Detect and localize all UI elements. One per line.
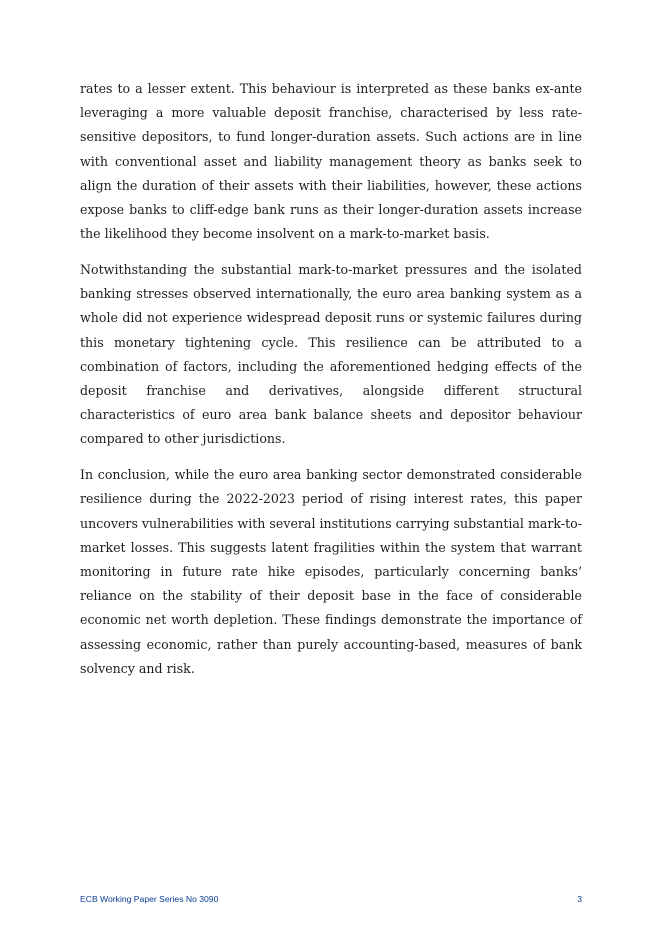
body-text <box>80 77 582 693</box>
footer-series-label: ECB Working Paper Series No 3090 <box>80 894 219 904</box>
paragraph-1: rates to a lesser extent. This behaviour is interpreted as these banks ex-ante leveraging a more valuable deposit franchise, characterised by less rate-sensitive depositors, to fund longer-duration assets. Such actions are in line with conventional asset and liability management theory as banks seek to align the duration of their assets with their liabilities, however, these actions expose banks to cliff-edge bank runs as their longer-duration assets increase the likelihood they become insolvent on a mark-to-market basis. <box>80 81 582 242</box>
page-footer <box>80 894 582 908</box>
page-number: 3 <box>577 894 582 904</box>
paragraph-2: Notwithstanding the substantial mark-to-market pressures and the isolated banking stresses observed internationally, the euro area banking system as a whole did not experience widespread deposit runs or systemic failures during this monetary tightening cycle. This resilience can be attributed to a combination of factors, including the aforementioned hedging effects of the deposit franchise and derivatives, alongside different structural characteristics of euro area bank balance sheets and depositor behaviour compared to other jurisdictions. <box>80 262 582 447</box>
paragraph-3: In conclusion, while the euro area banking sector demonstrated considerable resilience during the 2022-2023 period of rising interest rates, this paper uncovers vulnerabilities with several institutions carrying substantial mark-to-market losses. This suggests latent fragilities within the system that warrant monitoring in future rate hike episodes, particularly concerning banks’ reliance on the stability of their deposit base in the face of considerable economic net worth depletion. These findings demonstrate the importance of assessing economic, rather than purely accounting-based, measures of bank solvency and risk. <box>80 467 582 676</box>
